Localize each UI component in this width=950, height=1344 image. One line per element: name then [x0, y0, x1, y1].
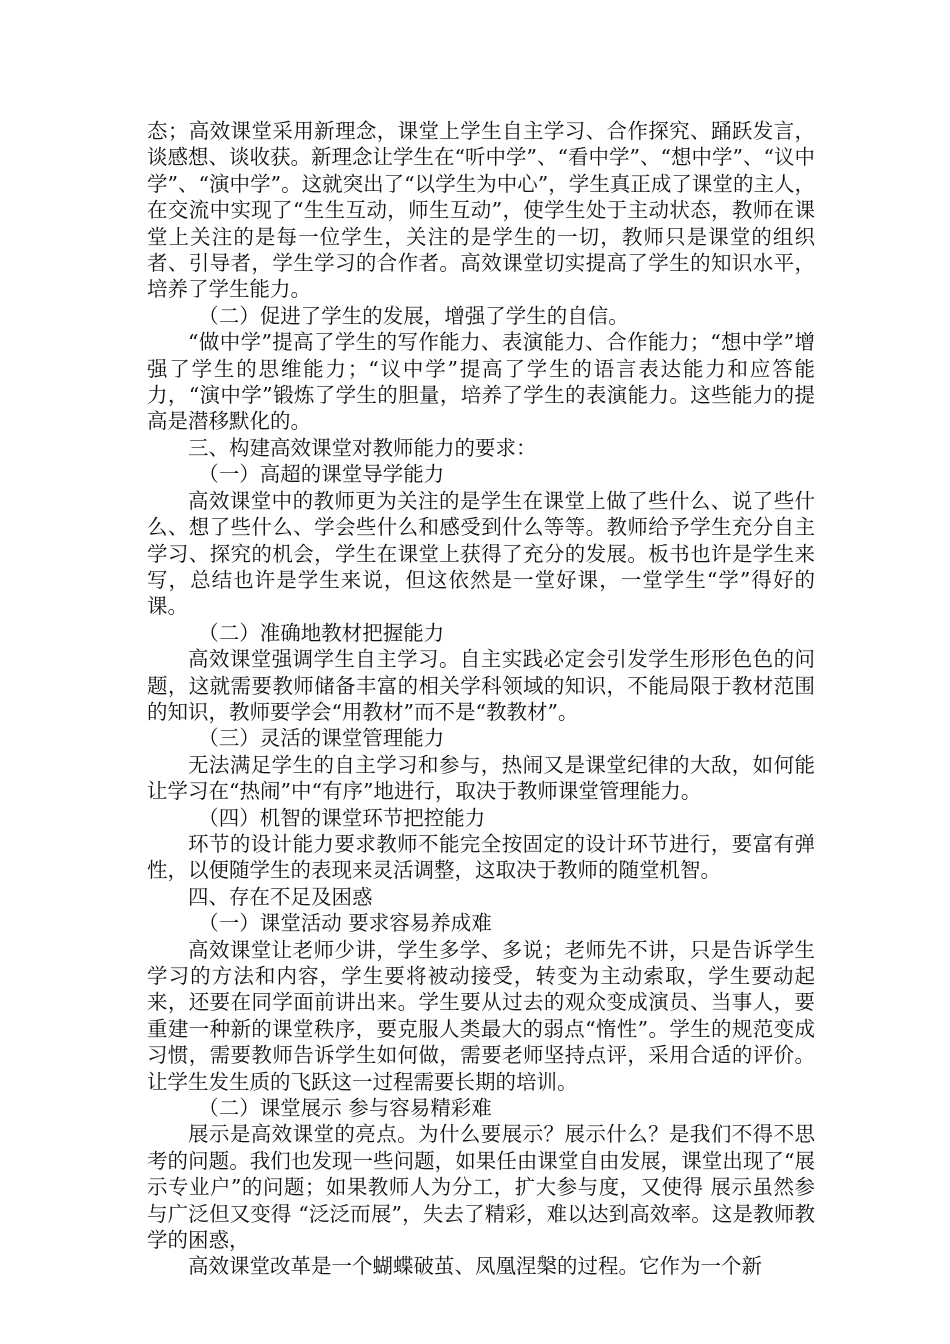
paragraph-management: 无法满足学生的自主学习和参与，热闹又是课堂纪律的大敌，如何能让学习在“热闹”中“有序”地进行，取决于教师课堂管理能力。 [147, 752, 815, 804]
paragraph-abilities: “做中学”提高了学生的写作能力、表演能力、合作能力；“想中学”增强了学生的思维能力；“议中学”提高了学生的语言表达能力和应答能力，“演中学”锻炼了学生的胆量，培养了学生的表演能力。这些能力的提高是潜移默化的。 [147, 330, 815, 434]
subheading-management-ability: （三）灵活的课堂管理能力 [198, 726, 445, 751]
paragraph-textbook: 高效课堂强调学生自主学习。自主实践必定会引发学生形形色色的问题，这就需要教师储备丰富的相关学科领域的知识，不能局限于教材范围的知识，教师要学会“用教材”而不是“教教材”。 [147, 647, 815, 724]
subheading-student-development: （二）促进了学生的发展，增强了学生的自信。 [198, 303, 629, 328]
subheading-guidance-ability: （一）高超的课堂导学能力 [198, 462, 445, 487]
subheading-classroom-activity: （一）课堂活动 要求容易养成难 [198, 911, 492, 936]
paragraph-classroom-activity: 高效课堂让老师少讲，学生多学、多说；老师先不讲，只是告诉学生学习的方法和内容，学生要将被动接受，转变为主动索取，学生要动起来，还要在同学面前讲出来。学生要从过去的观众变成演员、当事人，要重建一种新的课堂秩序，要克服人类最大的弱点“惰性”。学生的规范变成习惯，需要教师告诉学生如何做，需要老师坚持点评，采用合适的评价。让学生发生质的飞跃这一过程需要长期的培训。 [147, 937, 815, 1094]
subheading-textbook-ability: （二）准确地教材把握能力 [198, 620, 445, 645]
paragraph-guidance: 高效课堂中的教师更为关注的是学生在课堂上做了些什么、说了些什么、想了些什么、学会些什么和感受到什么等等。教师给予学生充分自主学习、探究的机会，学生在课堂上获得了充分的发展。板书也许是学生来写，总结也许是学生来说，但这依然是一堂好课，一堂学生“学”得好的课。 [147, 488, 815, 619]
document-page [147, 118, 815, 1280]
paragraph-reform: 高效课堂改革是一个蝴蝶破茧、凤凰涅槃的过程。它作为一个新 [188, 1254, 762, 1279]
subheading-control-ability: （四）机智的课堂环节把控能力 [198, 805, 486, 830]
heading-section-three: 三、构建高效课堂对教师能力的要求： [188, 435, 537, 460]
heading-section-four: 四、存在不足及困惑 [188, 884, 373, 909]
paragraph-continuation: 态；高效课堂采用新理念，课堂上学生自主学习、合作探究、踊跃发言，谈感想、谈收获。新理念让学生在“听中学”、“看中学”、“想中学”、“议中学”、“演中学”。这就突出了“以学生为中心”，学生真正成了课堂的主人，在交流中实现了“生生互动，师生互动”，使学生处于主动状态，教师在课堂上关注的是每一位学生，关注的是学生的一切，教师只是课堂的组织者、引导者，学生学习的合作者。高效课堂切实提高了学生的知识水平，培养了学生能力。 [147, 119, 815, 302]
subheading-classroom-display: （二）课堂展示 参与容易精彩难 [198, 1096, 492, 1121]
paragraph-classroom-display: 展示是高效课堂的亮点。为什么要展示？展示什么？是我们不得不思考的问题。我们也发现一些问题，如果任由课堂自由发展，课堂出现了“展示专业户”的问题；如果教师人为分工，扩大参与度，又使得 展示虽然参与广泛但又变得 “泛泛而展”，失去了精彩，难以达到高效率。这是教师教学的困惑， [147, 1122, 815, 1253]
paragraph-control: 环节的设计能力要求教师不能完全按固定的设计环节进行，要富有弹性，以便随学生的表现来灵活调整，这取决于教师的随堂机智。 [147, 831, 815, 883]
